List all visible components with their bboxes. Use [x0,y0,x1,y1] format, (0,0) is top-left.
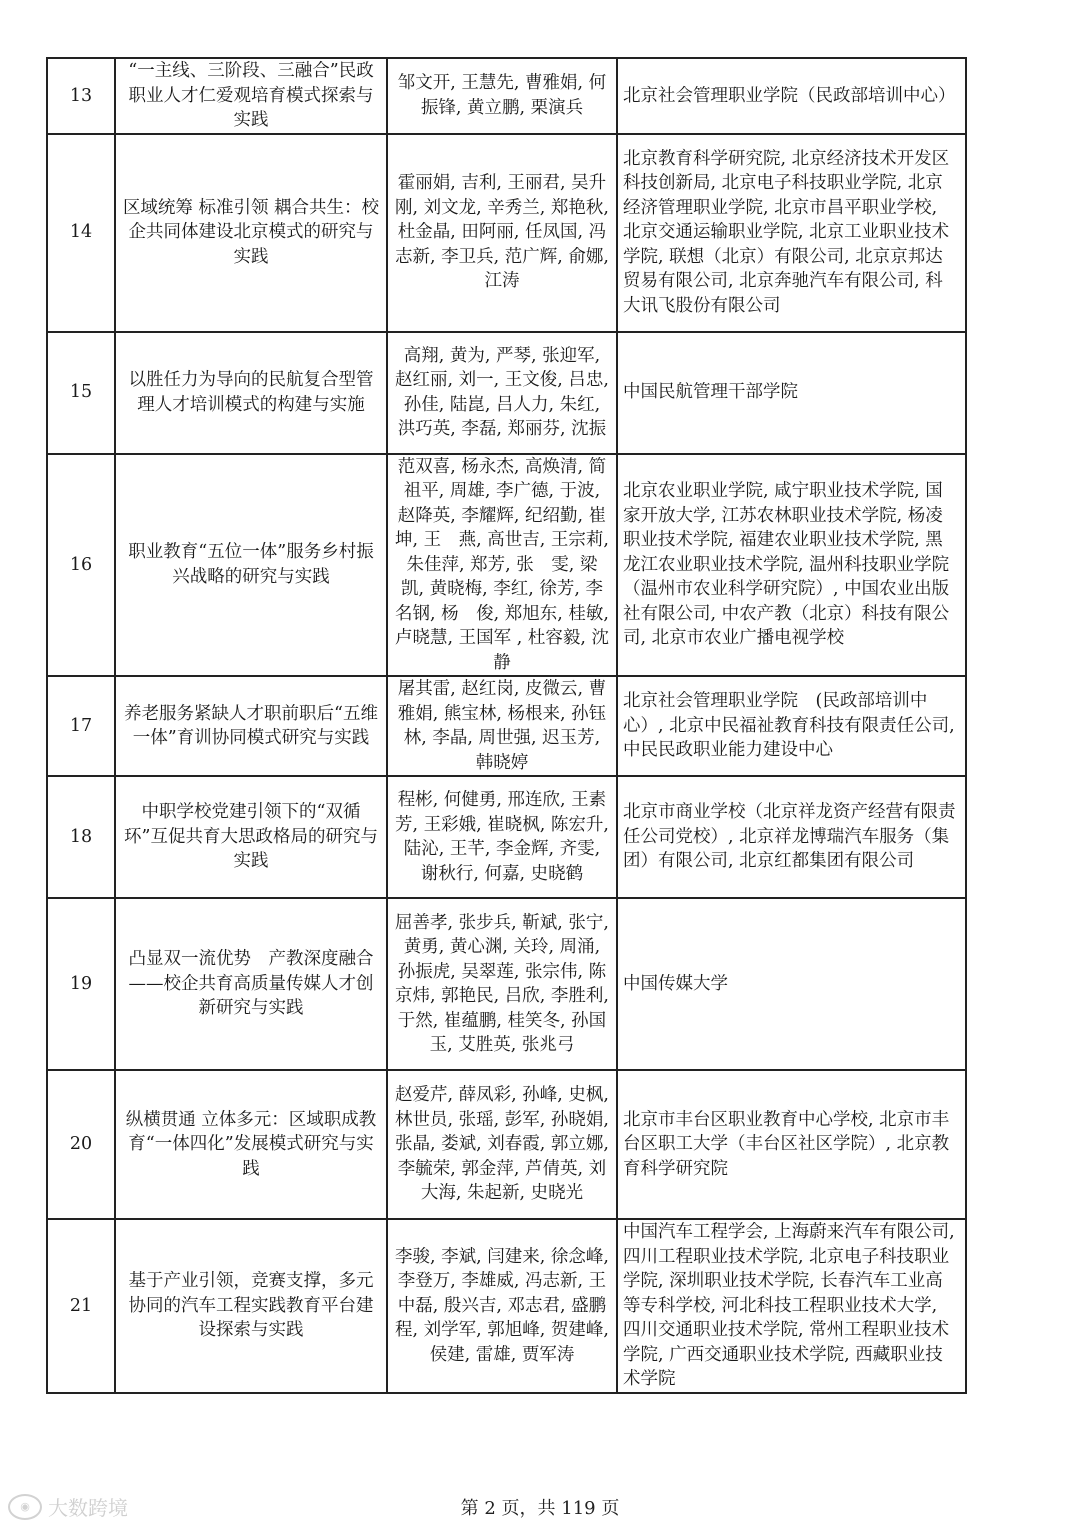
row-number: 15 [47,332,115,454]
row-number: 21 [47,1219,115,1393]
page-footer: 第 2 页，共 119 页 [460,1498,620,1519]
member-names: 范双喜, 杨永杰, 高焕清, 简祖平, 周雄, 李广德, 于波, 赵降英, 李耀辉, 纪绍勤, 崔 坤, 王 燕, 高世吉, 王宗莉, 朱佳萍, 郑芳, 张 雯, 梁 凯, 黄晓梅, 李红, 徐芳, 李名钢, 杨 俊, 郑旭东, 桂敏, 卢晓慧, 王国军 , 杜容毅, 沈 静 [387,454,617,677]
table-row [47,776,966,898]
row-number: 18 [47,776,115,898]
row-number: 13 [47,58,115,134]
row-number: 19 [47,898,115,1070]
member-names: 霍丽娟, 吉利, 王丽君, 吴升刚, 刘文龙, 辛秀兰, 郑艳秋, 杜金晶, 田阿丽, 任凤国, 冯志新, 李卫兵, 范广辉, 俞娜, 江涛 [387,134,617,332]
project-title: 养老服务紧缺人才职前职后“五维一体”育训协同模式研究与实践 [115,676,387,776]
row-number: 20 [47,1070,115,1219]
row-number: 16 [47,454,115,677]
project-title: 凸显双一流优势 产教深度融合——校企共育高质量传媒人才创新研究与实践 [115,898,387,1070]
table-row [47,454,966,677]
project-title: 基于产业引领，竞赛支撑，多元协同的汽车工程实践教育平台建设探索与实践 [115,1219,387,1393]
table-row [47,1070,966,1219]
organization-names: 北京社会管理职业学院 (民政部培训中心）, 北京中民福祉教育科技有限责任公司, 中民民政职业能力建设中心 [617,676,966,776]
organization-names: 中国传媒大学 [617,898,966,1070]
watermark-text: 大数跨境 [48,1496,128,1520]
organization-names: 中国汽车工程学会, 上海蔚来汽车有限公司, 四川工程职业技术学院, 北京电子科技职业学院, 深圳职业技术学院, 长春汽车工业高等专科学校, 河北科技工程职业技术大学, 四川交通职业技术学院, 常州工程职业技术学院, 广西交通职业技术学院, 西藏职业技术学院 [617,1219,966,1393]
project-title: 以胜任力为导向的民航复合型管理人才培训模式的构建与实施 [115,332,387,454]
project-title: 职业教育“五位一体”服务乡村振兴战略的研究与实践 [115,454,387,677]
organization-names: 中国民航管理干部学院 [617,332,966,454]
table-row [47,898,966,1070]
row-number: 17 [47,676,115,776]
awards-table [46,57,967,1394]
table-row [47,1219,966,1393]
member-names: 赵爱芹, 薛凤彩, 孙峰, 史枫, 林世员, 张瑶, 彭军, 孙晓娟, 张晶, 娄斌, 刘春霞, 郭立娜, 李毓荣, 郭金萍, 芦倩英, 刘大海, 朱起新, 史晓光 [387,1070,617,1219]
table-row [47,332,966,454]
project-title: 中职学校党建引领下的“双循环”互促共育大思政格局的研究与实践 [115,776,387,898]
project-title: 区域统筹 标准引领 耦合共生：校企共同体建设北京模式的研究与实践 [115,134,387,332]
organization-names: 北京教育科学研究院, 北京经济技术开发区科技创新局, 北京电子科技职业学院, 北京经济管理职业学院, 北京市昌平职业学校, 北京交通运输职业学院, 北京工业职业技术学院, 联想（北京）有限公司, 北京京邦达贸易有限公司, 北京奔驰汽车有限公司, 科大讯飞股份有限公司 [617,134,966,332]
weibo-icon: ◉ [8,1494,42,1520]
project-title: “一主线、三阶段、三融合”民政职业人才仁爱观培育模式探索与实践 [115,58,387,134]
member-names: 屠其雷, 赵红岗, 皮微云, 曹雅娟, 熊宝林, 杨根来, 孙钰林, 李晶, 周世强, 迟玉芳, 韩晓婷 [387,676,617,776]
table-row [47,58,966,134]
member-names: 程彬, 何健勇, 邢连欣, 王素芳, 王彩娥, 崔晓枫, 陈宏升, 陆沁, 王芊, 李金辉, 齐雯, 谢秋行, 何嘉, 史晓鹤 [387,776,617,898]
member-names: 高翔, 黄为, 严琴, 张迎军, 赵红丽, 刘一, 王文俊, 吕忠, 孙佳, 陆崑, 吕人力, 朱红, 洪巧英, 李磊, 郑丽芬, 沈振 [387,332,617,454]
member-names: 屈善孝, 张步兵, 靳斌, 张宁, 黄勇, 黄心渊, 关玲, 周涌, 孙振虎, 吴翠莲, 张宗伟, 陈京炜, 郭艳民, 吕欣, 李胜利, 于然, 崔蕴鹏, 桂笑冬, 孙国玉, 艾胜英, 张兆弓 [387,898,617,1070]
organization-names: 北京农业职业学院, 咸宁职业技术学院, 国家开放大学, 江苏农林职业技术学院, 杨凌职业技术学院, 福建农业职业技术学院, 黑龙江农业职业技术学院, 温州科技职业学院（温州市农业科学研究院）, 中国农业出版社有限公司, 中农产教（北京）科技有限公司, 北京市农业广播电视学校 [617,454,966,677]
project-title: 纵横贯通 立体多元：区域职成教育“一体四化”发展模式研究与实践 [115,1070,387,1219]
member-names: 邹文开, 王慧先, 曹雅娟, 何振锋, 黄立鹏, 栗演兵 [387,58,617,134]
member-names: 李骏, 李斌, 闫建来, 徐念峰, 李登万, 李雄威, 冯志新, 王中磊, 殷兴吉, 邓志君, 盛鹏程, 刘学军, 郭旭峰, 贺建峰, 侯建, 雷雄, 贾军涛 [387,1219,617,1393]
table-row [47,676,966,776]
table-row [47,134,966,332]
organization-names: 北京市商业学校（北京祥龙资产经营有限责任公司党校）, 北京祥龙博瑞汽车服务（集团）有限公司, 北京红都集团有限公司 [617,776,966,898]
row-number: 14 [47,134,115,332]
organization-names: 北京社会管理职业学院（民政部培训中心） [617,58,966,134]
organization-names: 北京市丰台区职业教育中心学校, 北京市丰台区职工大学（丰台区社区学院）, 北京教育科学研究院 [617,1070,966,1219]
